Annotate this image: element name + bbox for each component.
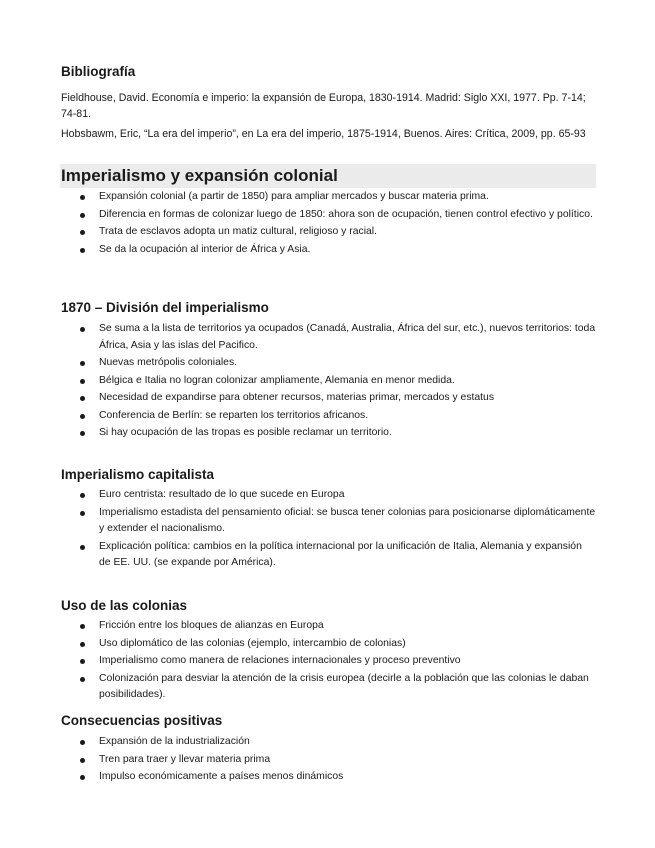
division-list — [61, 321, 596, 443]
list-item: Expansión de la industrialización — [61, 734, 596, 751]
bullet-icon — [80, 659, 85, 664]
list-item: Se suma a la lista de territorios ya ocupados (Canadá, Australia, África del sur, etc.), nuevos territorios: toda África, Asia y las islas del Pacifico. — [61, 321, 596, 354]
bullet-icon — [80, 230, 85, 235]
bullet-icon — [80, 758, 85, 763]
bullet-icon — [80, 195, 85, 200]
bullet-icon — [80, 248, 85, 253]
bullet-icon — [80, 414, 85, 419]
list-item: Colonización para desviar la atención de la crisis europea (decirle a la población que las colonias le daban posibilidades). — [61, 671, 596, 704]
list-item: Trata de esclavos adopta un matiz cultural, religioso y racial. — [61, 224, 596, 241]
list-item: Tren para traer y llevar materia prima — [61, 752, 596, 769]
list-item: Bélgica e Italia no logran colonizar ampliamente, Alemania en menor medida. — [61, 373, 596, 390]
bullet-icon — [80, 361, 85, 366]
bibliography-reference: Fieldhouse, David. Economía e imperio: la expansión de Europa, 1830-1914. Madrid: Siglo XXI, 1977. Pp. 7-14; 74-81. — [61, 92, 586, 120]
bullet-icon — [80, 396, 85, 401]
list-item: Fricción entre los bloques de alianzas en Europa — [61, 618, 596, 635]
list-item: Se da la ocupación al interior de África y Asia. — [61, 242, 596, 259]
bullet-icon — [80, 511, 85, 516]
intro-list — [61, 189, 596, 259]
bullet-icon — [80, 677, 85, 682]
section-heading-uso: Uso de las colonias — [61, 598, 188, 613]
main-heading: Imperialismo y expansión colonial — [60, 164, 596, 188]
bullet-icon — [80, 431, 85, 436]
list-item: Nuevas metrópolis coloniales. — [61, 355, 596, 372]
bullet-icon — [80, 740, 85, 745]
bullet-icon — [80, 642, 85, 647]
bullet-icon — [80, 545, 85, 550]
list-item: Euro centrista: resultado de lo que sucede en Europa — [61, 487, 596, 504]
list-item: Imperialismo como manera de relaciones internacionales y proceso preventivo — [61, 653, 596, 670]
capitalista-list — [61, 487, 596, 573]
section-heading-capitalista: Imperialismo capitalista — [61, 467, 215, 482]
bibliography-heading: Bibliografía — [61, 64, 136, 79]
list-item: Necesidad de expandirse para obtener recursos, materias primar, mercados y estatus — [61, 390, 596, 407]
bibliography-reference: Hobsbawm, Eric, “La era del imperio”, en La era del imperio, 1875-1914, Buenos. Aires: Crítica, 2009, pp. 65-93 — [61, 128, 586, 140]
list-item: Expansión colonial (a partir de 1850) para ampliar mercados y buscar materia prima. — [61, 189, 596, 206]
list-item: Conferencia de Berlín: se reparten los territorios africanos. — [61, 408, 596, 425]
section-heading-division: 1870 – División del imperialismo — [61, 300, 269, 315]
consecuencias-list — [61, 734, 596, 787]
bullet-icon — [80, 213, 85, 218]
list-item: Impulso económicamente a países menos dinámicos — [61, 769, 596, 786]
list-item: Uso diplomático de las colonias (ejemplo, intercambio de colonias) — [61, 636, 596, 653]
uso-list — [61, 618, 596, 705]
bullet-icon — [80, 624, 85, 629]
section-heading-consecuencias: Consecuencias positivas — [61, 713, 223, 728]
list-item: Imperialismo estadista del pensamiento oficial: se busca tener colonias para posicionarse diplomáticamente y extender el nacionalismo. — [61, 505, 596, 538]
list-item: Diferencia en formas de colonizar luego de 1850: ahora son de ocupación, tienen control efectivo y político. — [61, 207, 596, 224]
list-item: Explicación política: cambios en la política internacional por la unificación de Italia, Alemania y expansión de EE. UU. (se expande por América). — [61, 539, 596, 572]
bullet-icon — [80, 327, 85, 332]
bullet-icon — [80, 493, 85, 498]
list-item: Si hay ocupación de las tropas es posible reclamar un territorio. — [61, 425, 596, 442]
bullet-icon — [80, 775, 85, 780]
bullet-icon — [80, 379, 85, 384]
